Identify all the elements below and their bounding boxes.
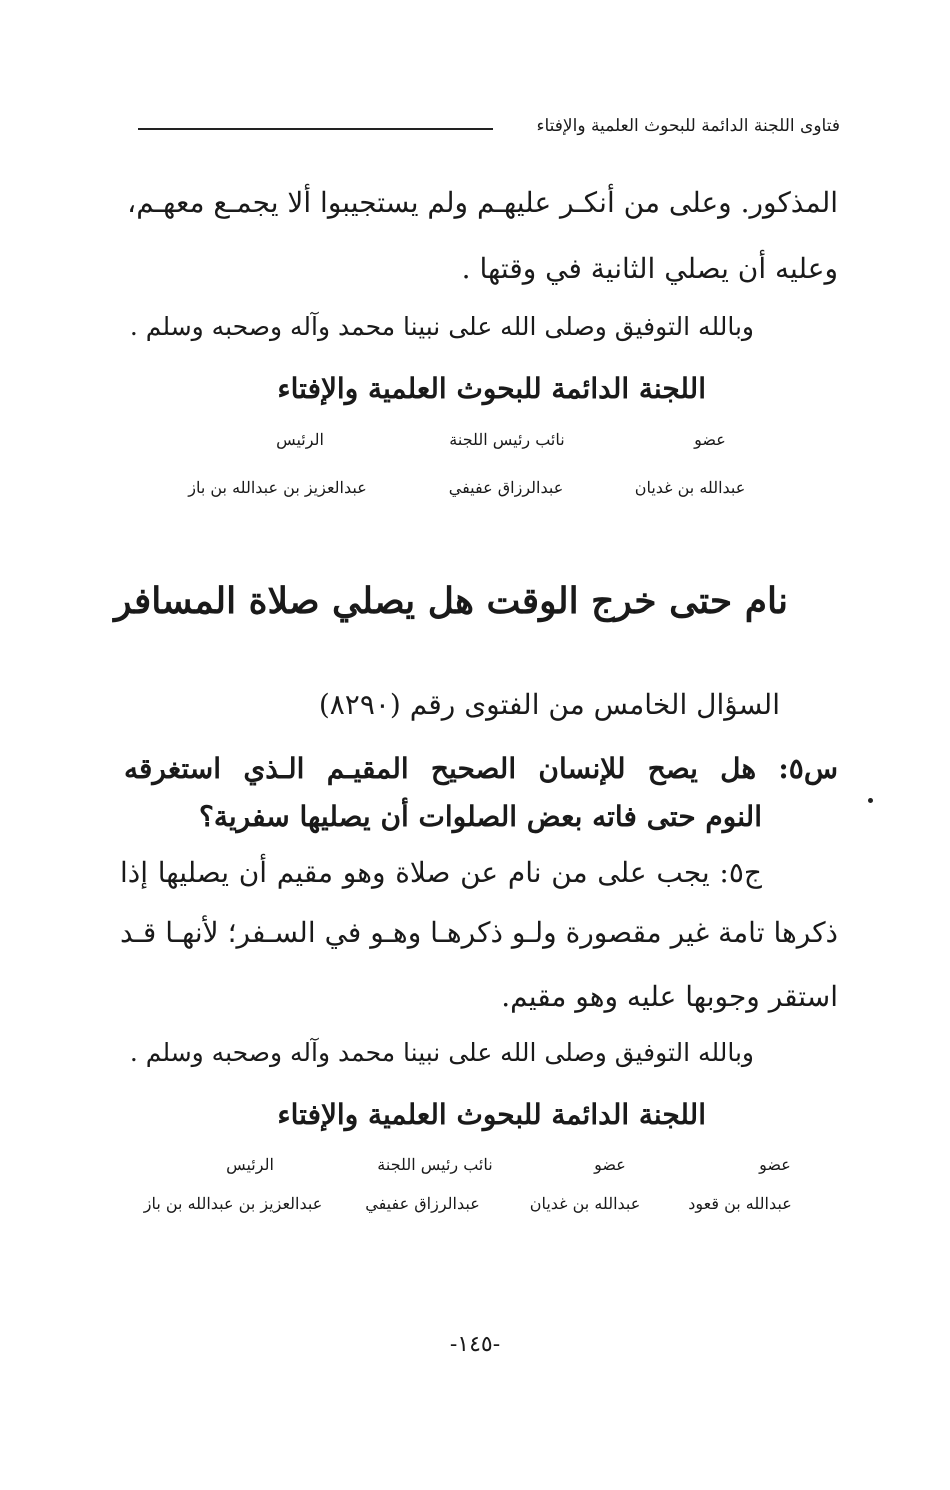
section2-sig-role-2: عضو (594, 1155, 626, 1174)
section2-sig-name-4: عبدالعزيز بن عبدالله بن باز (143, 1194, 323, 1213)
answer-line1: ج٥: يجب على من نام عن صلاة وهو مقيم أن يصليها إذا (120, 856, 762, 889)
question-reference: السؤال الخامس من الفتوى رقم (٨٢٩٠) (318, 688, 780, 721)
header-rule (138, 128, 493, 130)
section2-sig-role-3: نائب رئيس اللجنة (377, 1155, 493, 1174)
section1-line2: وعليه أن يصلي الثانية في وقتها . (461, 252, 838, 285)
fatwa-title: نام حتى خرج الوقت هل يصلي صلاة المسافر (114, 580, 788, 622)
section1-sig-name-3: عبدالعزيز بن عبدالله بن باز (188, 478, 367, 497)
answer-line3: استقر وجوبها عليه وهو مقيم. (501, 980, 838, 1013)
section2-sig-name-1: عبدالله بن قعود (688, 1194, 792, 1213)
running-header: فتاوى اللجنة الدائمة للبحوث العلمية والإفتاء (536, 116, 840, 136)
section1-sig-role-2: نائب رئيس اللجنة (449, 430, 565, 449)
section1-sig-name-1: عبدالله بن غديان (634, 478, 746, 497)
question-line1: س٥: هل يصح للإنسان الصحيح المقيـم الـذي استغرقه (124, 752, 838, 785)
section1-sig-role-1: عضو (694, 430, 726, 449)
section2-closing: وبالله التوفيق وصلى الله على نبينا محمد وآله وصحبه وسلم . (129, 1038, 754, 1067)
section1-closing: وبالله التوفيق وصلى الله على نبينا محمد وآله وصحبه وسلم . (129, 312, 754, 341)
section2-committee-name: اللجنة الدائمة للبحوث العلمية والإفتاء (277, 1098, 706, 1131)
page-number: -١٤٥- (449, 1332, 501, 1357)
section2-sig-role-4: الرئيس (226, 1155, 274, 1174)
section1-committee-name: اللجنة الدائمة للبحوث العلمية والإفتاء (277, 372, 706, 405)
section1-sig-role-3: الرئيس (276, 430, 324, 449)
section1-line1: المذكور. وعلى من أنكـر عليهـم ولم يستجيبوا ألا يجمـع معهـم، (127, 186, 838, 219)
answer-line2: ذكرها تامة غير مقصورة ولـو ذكرهـا وهـو في السـفر؛ لأنهـا قـد (120, 916, 838, 949)
question-line2: النوم حتى فاته بعض الصلوات أن يصليها سفرية؟ (199, 800, 762, 833)
section1-sig-name-2: عبدالرزاق عفيفي (448, 478, 564, 497)
stray-dot (868, 798, 873, 803)
section2-sig-name-3: عبدالرزاق عفيفي (365, 1194, 480, 1213)
section2-sig-name-2: عبدالله بن غديان (529, 1194, 641, 1213)
section2-sig-role-1: عضو (759, 1155, 791, 1174)
